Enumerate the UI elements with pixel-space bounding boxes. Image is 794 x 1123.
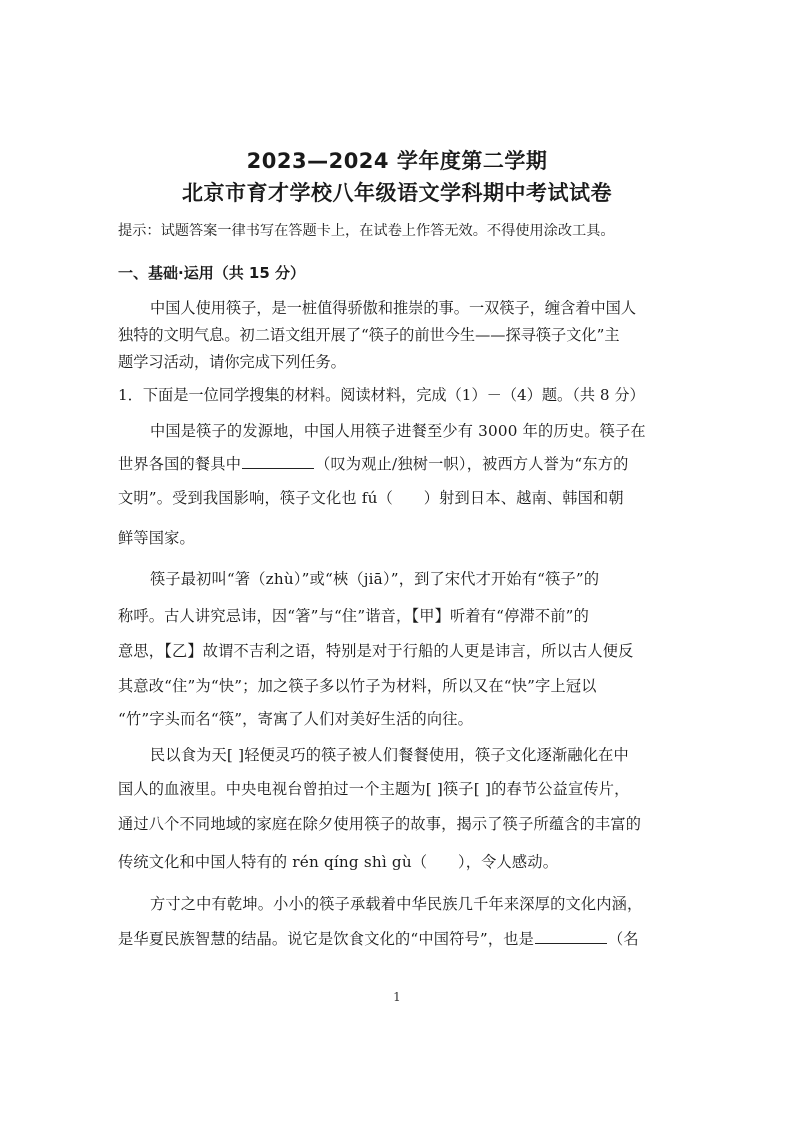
para3-line: 传统文化和中国人特有的 rén qíng shì gù（ ），令人感动。 bbox=[118, 853, 559, 871]
para2-line: 称呼。古人讲究忌讳，因“箸”与“住”谐音，【甲】听着有“停滞不前”的 bbox=[118, 607, 590, 625]
para1-text: （叹为观止/独树一帜），被西方人誉为“东方的 bbox=[315, 455, 629, 473]
intro-line: 中国人使用筷子，是一桩值得骄傲和推崇的事。一双筷子，缠含着中国人 bbox=[150, 299, 636, 317]
para3-line: 国人的血液里。中央电视台曾拍过一个主题为[ ]筷子[ ]的春节公益宣传片， bbox=[118, 780, 630, 798]
para3-line: 民以食为天[ ]轻便灵巧的筷子被人们餐餐使用，筷子文化逐渐融化在中 bbox=[150, 746, 629, 764]
para4-text: 是华夏民族智慧的结晶。说它是饮食文化的“中国符号”，也是 bbox=[118, 930, 535, 948]
exam-title-term: 2023—2024 学年度第二学期 bbox=[246, 149, 548, 173]
para2-line: “竹”字头而名“筷”，寄寓了人们对美好生活的向往。 bbox=[118, 710, 473, 728]
question-1-stem: 1．下面是一位同学搜集的材料。阅读材料，完成（1）－（4）题。（共 8 分） bbox=[118, 386, 645, 404]
para2-line: 筷子最初叫“箸（zhù）”或“梜（jiā）”，到了宋代才开始有“筷子”的 bbox=[150, 570, 600, 588]
intro-line: 题学习活动，请你完成下列任务。 bbox=[118, 353, 346, 371]
para4-line bbox=[118, 928, 639, 949]
answer-blank bbox=[242, 467, 314, 469]
para4-text: （名 bbox=[608, 930, 639, 948]
intro-line: 独特的文明气息。初二语文组开展了“筷子的前世今生——探寻筷子文化”主 bbox=[118, 326, 620, 344]
page-number: 1 bbox=[393, 990, 401, 1004]
exam-notice: 提示：试题答案一律书写在答题卡上，在试卷上作答无效。不得使用涂改工具。 bbox=[118, 223, 615, 239]
para2-line: 意思，【乙】故谓不吉利之语，特别是对于行船的人更是讳言，所以古人便反 bbox=[118, 642, 634, 660]
answer-blank bbox=[535, 942, 607, 944]
para2-line: 其意改“住”为“快”；加之筷子多以竹子为材料，所以又在“快”字上冠以 bbox=[118, 677, 597, 695]
para1-line: 文明”。受到我国影响，筷子文化也 fú（ ）射到日本、越南、韩国和朝 bbox=[118, 489, 624, 507]
para4-line: 方寸之中有乾坤。小小的筷子承载着中华民族几千年来深厚的文化内涵， bbox=[150, 895, 643, 913]
exam-title-school: 北京市育才学校八年级语文学科期中考试试卷 bbox=[182, 181, 612, 205]
para1-line bbox=[118, 453, 629, 474]
para1-text: 世界各国的餐具中 bbox=[118, 455, 242, 473]
para1-line: 中国是筷子的发源地，中国人用筷子进餐至少有 3000 年的历史。筷子在 bbox=[150, 422, 646, 440]
para3-line: 通过八个不同地域的家庭在除夕使用筷子的故事，揭示了筷子所蕴含的丰富的 bbox=[118, 815, 642, 833]
section-heading: 一、基础·运用（共 15 分） bbox=[118, 264, 306, 282]
para1-line: 鲜等国家。 bbox=[118, 529, 195, 547]
